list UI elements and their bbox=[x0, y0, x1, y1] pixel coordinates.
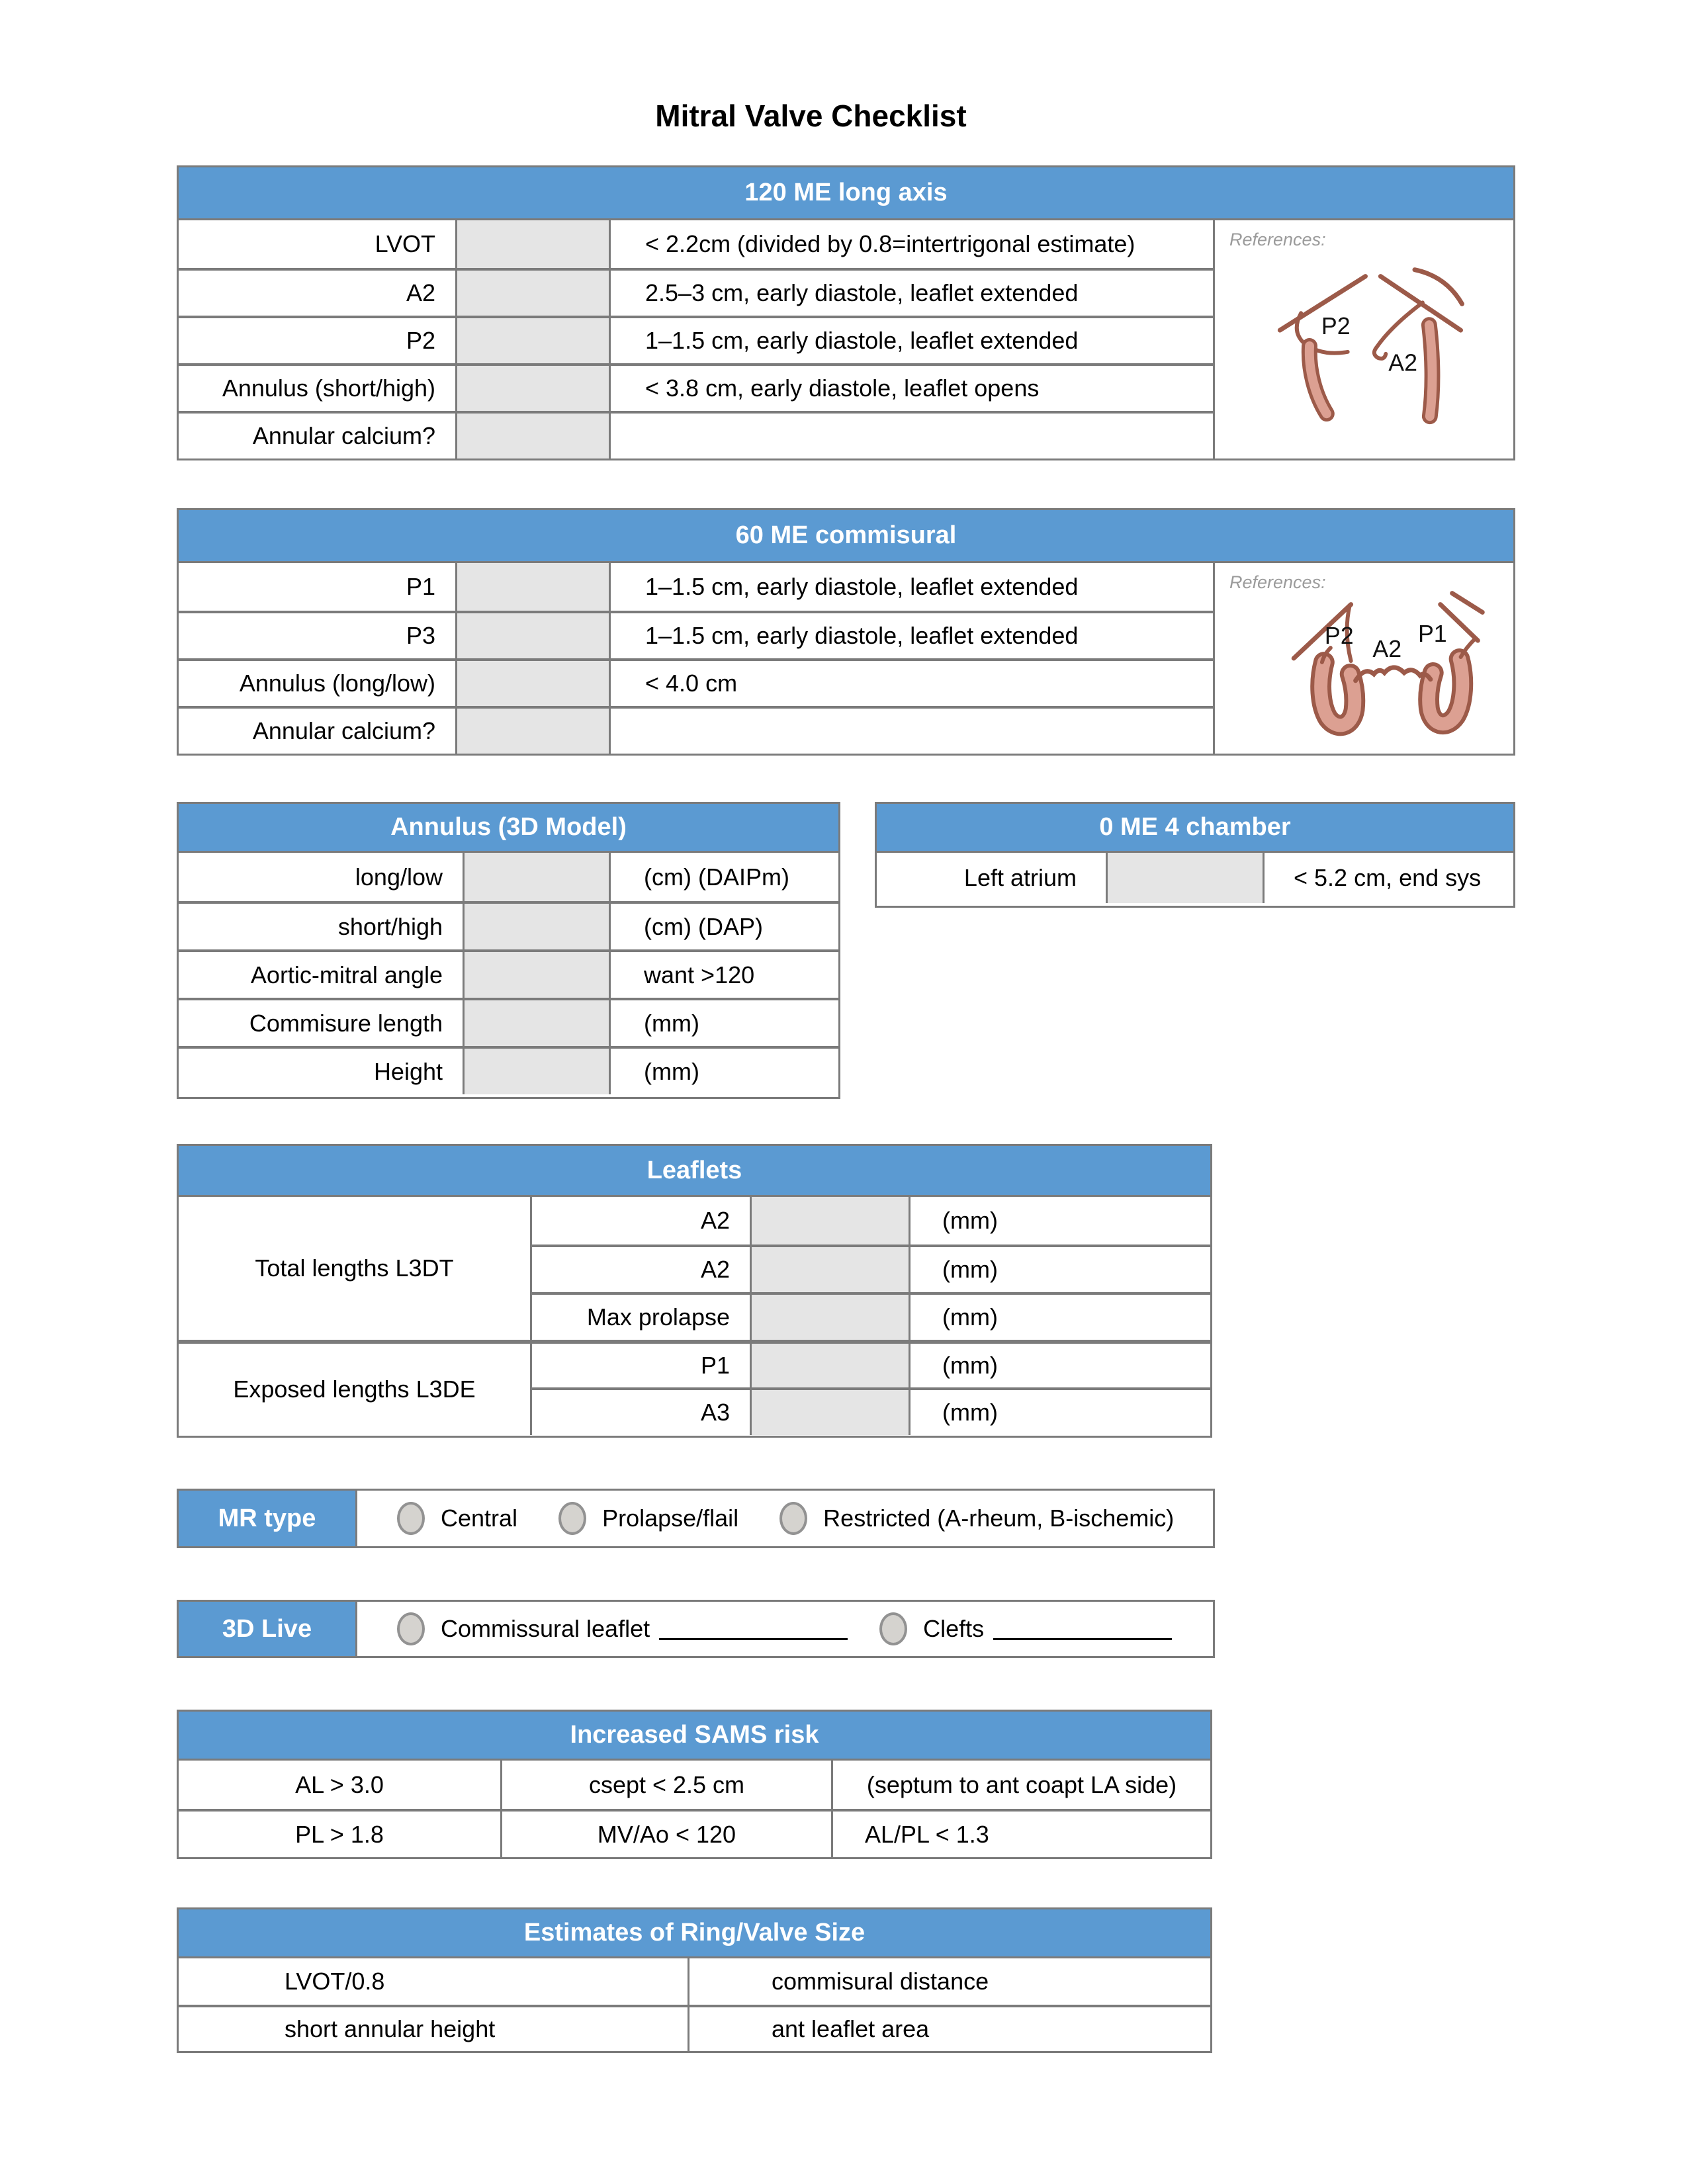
sams-cell: AL > 3.0 bbox=[179, 1761, 502, 1809]
row-desc bbox=[611, 411, 1215, 459]
row-label: Max prolapse bbox=[532, 1292, 752, 1340]
references-label: References: bbox=[1229, 230, 1326, 249]
mr-type-label: MR type bbox=[179, 1491, 357, 1546]
row-desc: 1–1.5 cm, early diastole, leaflet extended bbox=[611, 316, 1215, 363]
row-desc: (cm) (DAP) bbox=[611, 901, 838, 949]
row-label: short/high bbox=[179, 901, 465, 949]
table-annulus-3d bbox=[177, 802, 840, 1099]
input-cell[interactable] bbox=[1108, 853, 1265, 903]
mr-type-central-radio[interactable] bbox=[397, 1502, 425, 1535]
input-cell[interactable] bbox=[457, 658, 611, 706]
group-label: Exposed lengths L3DE bbox=[179, 1340, 532, 1435]
live-3d-label: 3D Live bbox=[179, 1602, 357, 1656]
row-label: long/low bbox=[179, 853, 465, 901]
row-desc: (mm) bbox=[611, 998, 838, 1046]
page-title: Mitral Valve Checklist bbox=[655, 99, 967, 133]
row-label: P1 bbox=[179, 563, 457, 611]
row-desc: 2.5–3 cm, early diastole, leaflet extended bbox=[611, 268, 1215, 316]
input-cell[interactable] bbox=[465, 1046, 611, 1094]
input-cell[interactable] bbox=[465, 998, 611, 1046]
clefts-radio[interactable] bbox=[879, 1612, 907, 1645]
row-desc: 1–1.5 cm, early diastole, leaflet extended bbox=[611, 611, 1215, 658]
input-cell[interactable] bbox=[465, 853, 611, 901]
table-me-4-chamber bbox=[875, 802, 1515, 908]
sketch-label-p2: P2 bbox=[1324, 623, 1354, 650]
mr-type-prolapse-radio[interactable] bbox=[558, 1502, 586, 1535]
input-cell[interactable] bbox=[457, 316, 611, 363]
row-label: P1 bbox=[532, 1340, 752, 1387]
row-desc: (mm) bbox=[911, 1340, 1210, 1387]
row-label: Annular calcium? bbox=[179, 706, 457, 754]
row-desc: (mm) bbox=[611, 1046, 838, 1094]
ring-cell: ant leaflet area bbox=[689, 2005, 1210, 2051]
row-label: A3 bbox=[532, 1387, 752, 1435]
live-3d-options bbox=[357, 1602, 1213, 1656]
row-desc: < 4.0 cm bbox=[611, 658, 1215, 706]
input-cell[interactable] bbox=[752, 1197, 911, 1245]
input-cell[interactable] bbox=[457, 611, 611, 658]
row-desc: (mm) bbox=[911, 1245, 1210, 1292]
table-me60 bbox=[177, 508, 1515, 756]
input-cell[interactable] bbox=[465, 901, 611, 949]
row-desc: < 5.2 cm, end sys bbox=[1294, 864, 1482, 891]
references-cell bbox=[1215, 220, 1513, 459]
table-leaflets bbox=[177, 1144, 1212, 1438]
sketch-label-a2: A2 bbox=[1388, 349, 1417, 376]
row-label: Left atrium bbox=[877, 853, 1108, 903]
input-cell[interactable] bbox=[457, 706, 611, 754]
row-desc: want >120 bbox=[611, 949, 838, 998]
mitral-commissural-sketch bbox=[1215, 563, 1513, 754]
input-cell[interactable] bbox=[457, 411, 611, 459]
row-desc: < 2.2cm (divided by 0.8=intertrigonal estimate) bbox=[611, 220, 1215, 268]
sketch-label-p2: P2 bbox=[1321, 313, 1351, 340]
table-me120-header: 120 ME long axis bbox=[179, 167, 1513, 220]
row-desc: < 3.8 cm, early diastole, leaflet opens bbox=[611, 363, 1215, 411]
table-me-4-chamber-header: 0 ME 4 chamber bbox=[877, 804, 1513, 853]
mr-type-prolapse-label: Prolapse/flail bbox=[602, 1505, 739, 1532]
row-desc: (mm) bbox=[911, 1387, 1210, 1435]
mr-type-options bbox=[357, 1491, 1213, 1546]
row-label: Height bbox=[179, 1046, 465, 1094]
mr-type-restricted-label: Restricted (A-rheum, B-ischemic) bbox=[823, 1505, 1175, 1532]
sams-cell: csept < 2.5 cm bbox=[502, 1761, 833, 1809]
references-label: References: bbox=[1229, 572, 1326, 592]
ring-cell: commisural distance bbox=[772, 1968, 989, 1995]
row-label: P2 bbox=[179, 316, 457, 363]
table-sams-risk bbox=[177, 1710, 1212, 1859]
mr-type-row bbox=[177, 1489, 1215, 1548]
input-cell[interactable] bbox=[457, 268, 611, 316]
row-desc: 1–1.5 cm, early diastole, leaflet extended bbox=[611, 563, 1215, 611]
commissural-leaflet-radio[interactable] bbox=[397, 1612, 425, 1645]
sams-cell: MV/Ao < 120 bbox=[502, 1809, 833, 1857]
table-sams-risk-header: Increased SAMS risk bbox=[179, 1712, 1210, 1761]
input-cell[interactable] bbox=[752, 1292, 911, 1340]
clefts-blank[interactable] bbox=[993, 1638, 1172, 1640]
row-label: A2 bbox=[532, 1197, 752, 1245]
input-cell[interactable] bbox=[457, 363, 611, 411]
sams-cell: PL > 1.8 bbox=[179, 1809, 502, 1857]
clefts-label: Clefts bbox=[923, 1615, 985, 1642]
sketch-label-a2: A2 bbox=[1372, 636, 1402, 663]
row-label: Annular calcium? bbox=[179, 411, 457, 459]
live-3d-row bbox=[177, 1600, 1215, 1658]
sams-cell: (septum to ant coapt LA side) bbox=[866, 1770, 1177, 1798]
input-cell[interactable] bbox=[457, 220, 611, 268]
input-cell[interactable] bbox=[457, 563, 611, 611]
row-desc: (cm) (DAIPm) bbox=[644, 863, 789, 891]
row-label: Commisure length bbox=[179, 998, 465, 1046]
input-cell[interactable] bbox=[752, 1340, 911, 1387]
table-leaflets-header: Leaflets bbox=[179, 1146, 1210, 1197]
row-desc: (mm) bbox=[911, 1292, 1210, 1340]
sams-cell: AL/PL < 1.3 bbox=[833, 1809, 1210, 1857]
input-cell[interactable] bbox=[465, 949, 611, 998]
input-cell[interactable] bbox=[752, 1387, 911, 1435]
row-label: Annulus (long/low) bbox=[179, 658, 457, 706]
row-label: P3 bbox=[179, 611, 457, 658]
commissural-leaflet-label: Commissural leaflet bbox=[441, 1615, 650, 1642]
table-me120 bbox=[177, 165, 1515, 460]
table-ring-valve-size bbox=[177, 1907, 1212, 2053]
row-desc: (mm) bbox=[942, 1207, 998, 1234]
references-cell bbox=[1215, 563, 1513, 754]
input-cell[interactable] bbox=[752, 1245, 911, 1292]
row-label: A2 bbox=[532, 1245, 752, 1292]
row-label: LVOT bbox=[179, 220, 457, 268]
row-label: A2 bbox=[179, 268, 457, 316]
mr-type-central-label: Central bbox=[441, 1505, 518, 1532]
mr-type-restricted-radio[interactable] bbox=[779, 1502, 807, 1535]
table-annulus-3d-header: Annulus (3D Model) bbox=[179, 804, 838, 853]
group-label: Total lengths L3DT bbox=[179, 1197, 532, 1340]
commissural-leaflet-blank[interactable] bbox=[659, 1638, 848, 1640]
table-me60-header: 60 ME commisural bbox=[179, 510, 1513, 563]
ring-cell: LVOT/0.8 bbox=[179, 1958, 689, 2005]
row-label: Annulus (short/high) bbox=[179, 363, 457, 411]
row-label: Aortic-mitral angle bbox=[179, 949, 465, 998]
sketch-label-p1: P1 bbox=[1417, 621, 1447, 648]
table-ring-valve-size-header: Estimates of Ring/Valve Size bbox=[179, 1909, 1210, 1958]
mitral-long-axis-sketch bbox=[1215, 220, 1513, 459]
ring-cell: short annular height bbox=[179, 2005, 689, 2051]
row-desc bbox=[611, 706, 1215, 754]
